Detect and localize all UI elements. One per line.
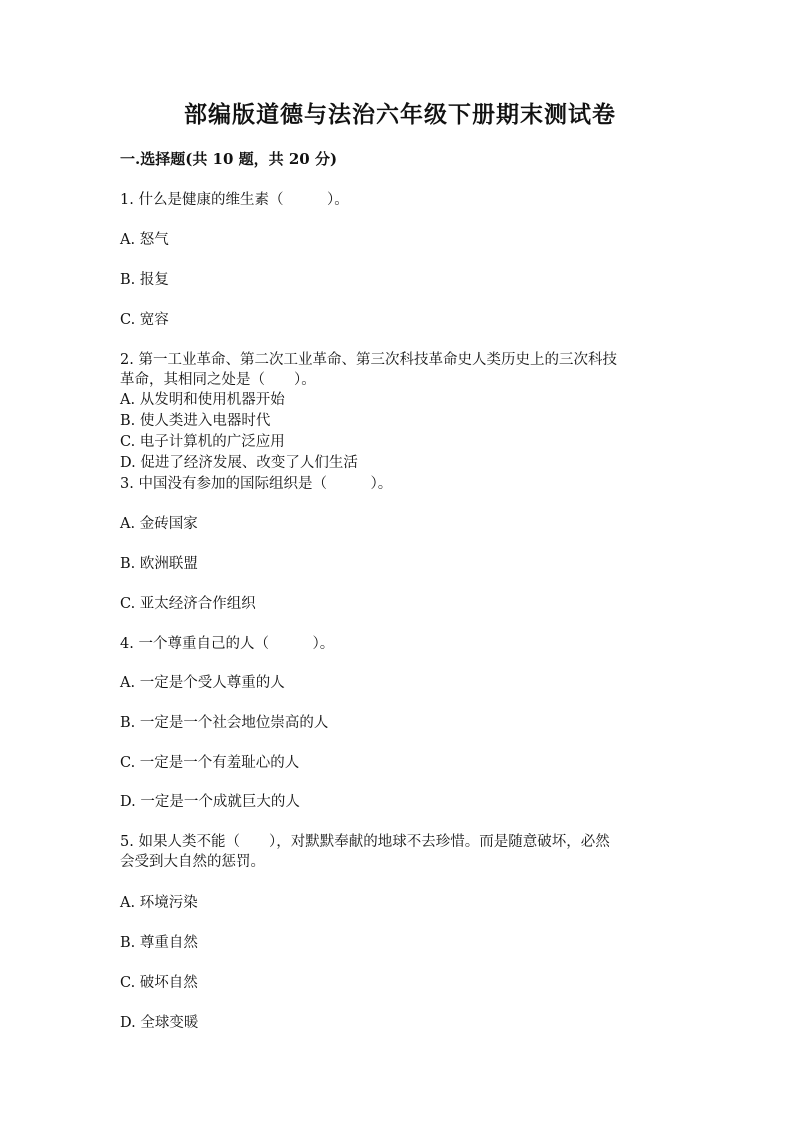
question-2-option-b: B. 使人类进入电器时代 [120, 413, 271, 429]
question-2-option-d: D. 促进了经济发展、改变了人们生活 [120, 455, 358, 471]
question-2-stem-line-2: 革命，其相同之处是（ ）。 [120, 372, 316, 388]
question-3-option-a: A. 金砖国家 [120, 516, 198, 532]
question-2-stem-line-1: 2. 第一工业革命、第二次工业革命、第三次科技革命史人类历史上的三次科技 [120, 352, 617, 368]
question-1-option-c: C. 宽容 [120, 312, 169, 328]
question-2-option-a: A. 从发明和使用机器开始 [120, 392, 285, 408]
question-4-option-d: D. 一定是一个成就巨大的人 [120, 794, 300, 810]
section-heading: 一.选择题(共 10 题，共 20 分) [120, 150, 338, 168]
question-1-option-a: A. 怒气 [120, 232, 169, 248]
question-5-option-a: A. 环境污染 [120, 895, 198, 911]
question-3-stem: 3. 中国没有参加的国际组织是（ ）。 [120, 476, 393, 492]
question-4-option-c: C. 一定是一个有羞耻心的人 [120, 755, 300, 771]
question-5-option-d: D. 全球变暖 [120, 1015, 199, 1031]
question-3-option-c: C. 亚太经济合作组织 [120, 596, 256, 612]
question-4-stem: 4. 一个尊重自己的人（ ）。 [120, 636, 335, 652]
question-2-option-c: C. 电子计算机的广泛应用 [120, 434, 285, 450]
page-title: 部编版道德与法治六年级下册期末测试卷 [184, 101, 616, 128]
question-4-option-a: A. 一定是个受人尊重的人 [120, 675, 285, 691]
question-1-option-b: B. 报复 [120, 272, 169, 288]
question-5-stem-line-1: 5. 如果人类不能（ ），对默默奉献的地球不去珍惜。而是随意破坏，必然 [120, 834, 610, 850]
question-3-option-b: B. 欧洲联盟 [120, 556, 198, 572]
question-5-option-c: C. 破坏自然 [120, 975, 198, 991]
question-5-stem-line-2: 会受到大自然的惩罚。 [120, 854, 265, 870]
question-4-option-b: B. 一定是一个社会地位崇高的人 [120, 715, 329, 731]
question-5-option-b: B. 尊重自然 [120, 935, 198, 951]
question-1-stem: 1. 什么是健康的维生素（ ）。 [120, 192, 349, 208]
